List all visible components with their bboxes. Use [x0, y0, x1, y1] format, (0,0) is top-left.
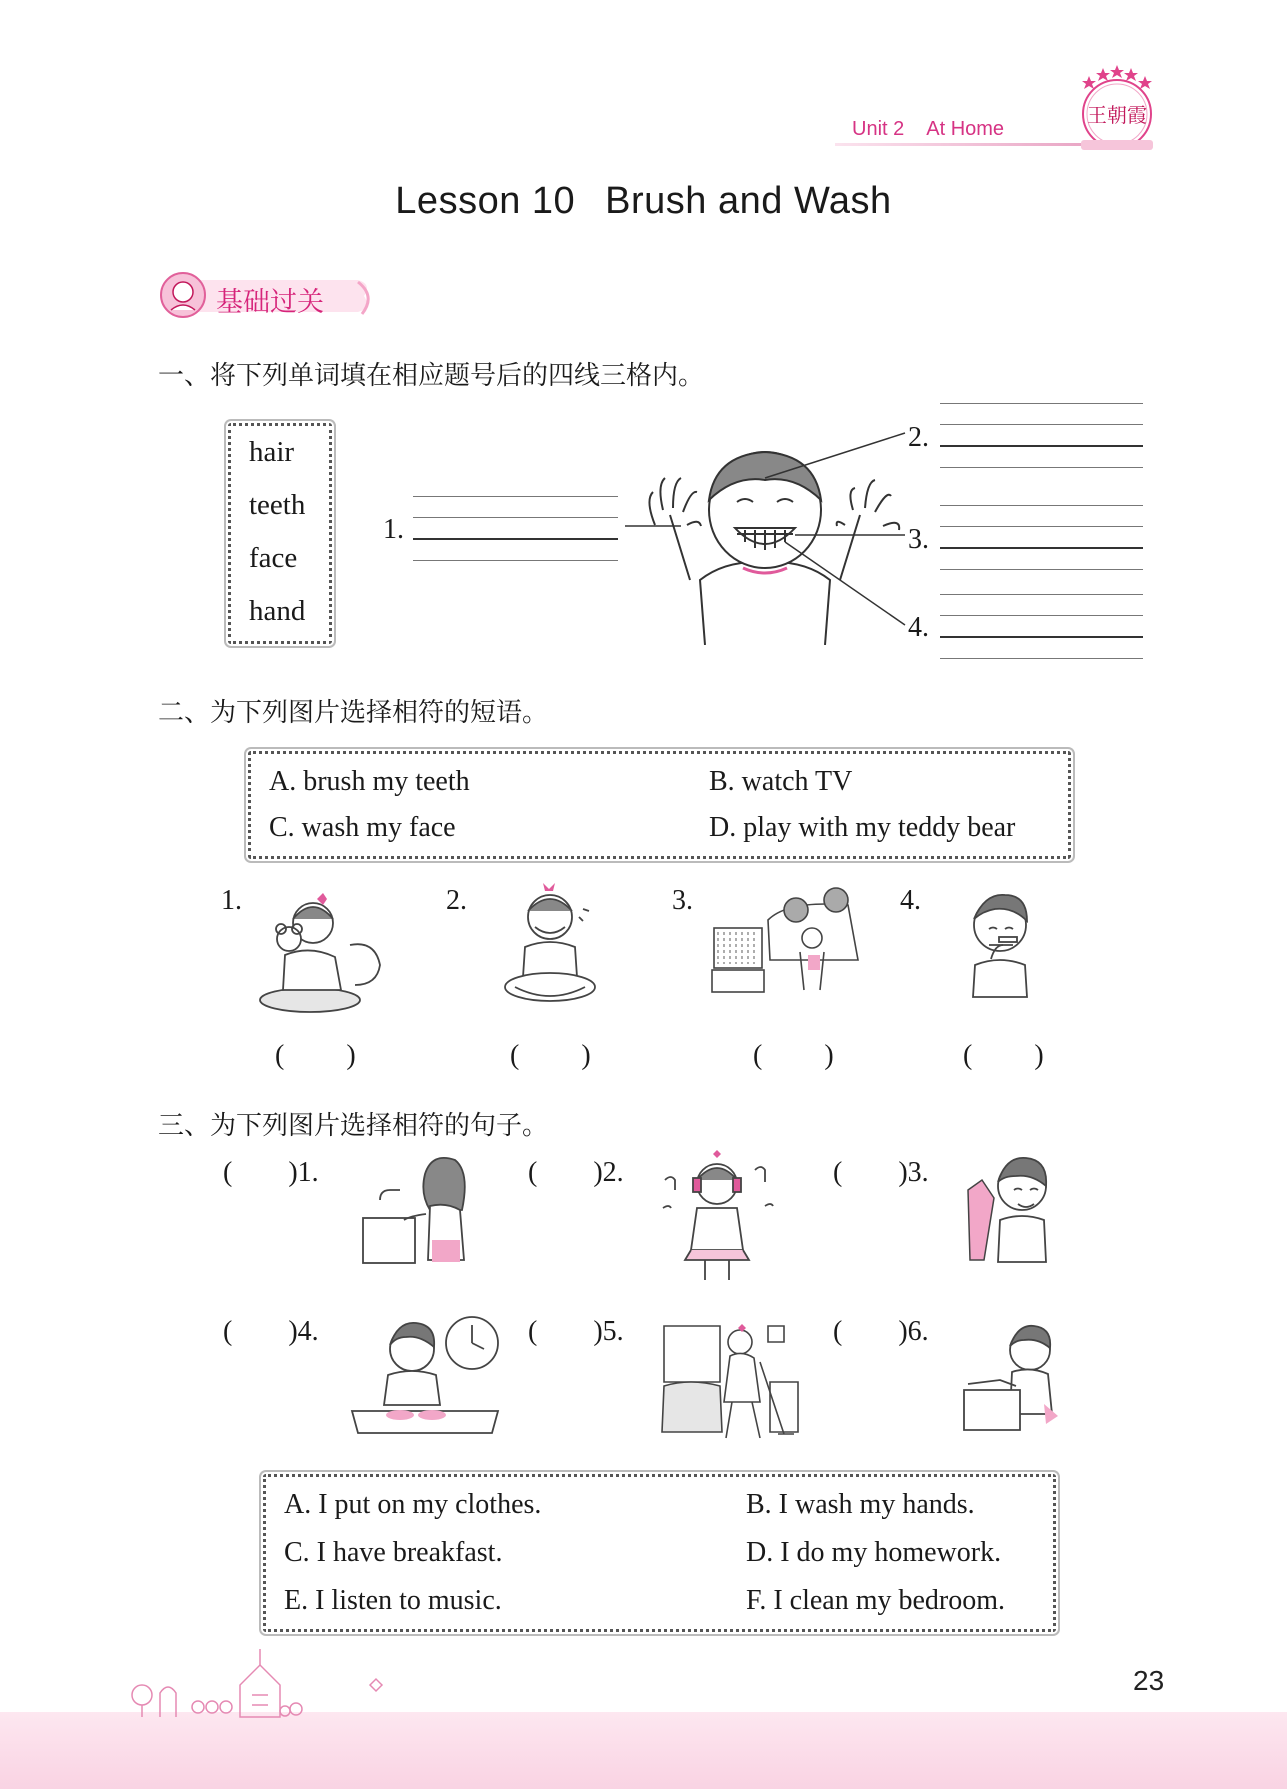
- q1-word-box: [228, 423, 332, 644]
- girl-teddy-bear-icon: [255, 885, 385, 1015]
- boy-eating-breakfast-icon: [348, 1315, 503, 1440]
- section-banner-label: 基础过关: [216, 287, 324, 318]
- q3-option-a: A. I put on my clothes.: [284, 1489, 542, 1520]
- word-hand: hand: [249, 595, 306, 627]
- boy-doing-homework-icon: [960, 1320, 1060, 1440]
- unit-topic: At Home: [926, 118, 1005, 140]
- boy-brushing-teeth-icon: [955, 885, 1045, 1005]
- girl-listening-music-icon: [655, 1150, 780, 1290]
- q3-label-4[interactable]: ( )4.: [223, 1316, 319, 1347]
- q1-label-3: 3.: [908, 524, 929, 555]
- q1-label-4: 4.: [908, 612, 929, 643]
- boy-smiling-illustration: [625, 430, 925, 645]
- writing-lines-2[interactable]: [940, 403, 1143, 488]
- q3-label-3[interactable]: ( )3.: [833, 1157, 929, 1188]
- q3-option-box: [263, 1474, 1056, 1632]
- q1-label-1: 1.: [383, 514, 404, 545]
- writing-lines-4[interactable]: [940, 594, 1143, 679]
- q2-option-d: D. play with my teddy bear: [709, 812, 1016, 843]
- q3-option-c: C. I have breakfast.: [284, 1537, 503, 1568]
- q1-label-2: 2.: [908, 422, 929, 453]
- girl-cleaning-bedroom-icon: [660, 1322, 800, 1442]
- q1-title: 一、将下列单词填在相应题号后的四线三格内。: [158, 361, 705, 391]
- word-face: face: [249, 542, 298, 574]
- lesson-number: Lesson 10: [395, 180, 576, 222]
- header-rule: [835, 143, 1085, 146]
- q3-option-f: F. I clean my bedroom.: [746, 1585, 1006, 1616]
- lesson-name: Brush and Wash: [605, 180, 892, 222]
- q2-option-b: B. watch TV: [709, 766, 853, 797]
- q3-option-b: B. I wash my hands.: [746, 1489, 975, 1520]
- footer-castle-decoration: [120, 1645, 420, 1720]
- q3-title: 三、为下列图片选择相符的句子。: [158, 1111, 549, 1141]
- unit-label: Unit 2: [852, 118, 905, 140]
- q2-num-3: 3.: [672, 885, 693, 916]
- boy-putting-on-clothes-icon: [960, 1150, 1060, 1270]
- q2-option-a: A. brush my teeth: [269, 766, 470, 797]
- q3-label-1[interactable]: ( )1.: [223, 1157, 319, 1188]
- girl-washing-face-icon: [495, 877, 605, 1012]
- unit-header: [852, 118, 1004, 141]
- brand-logo: [1073, 62, 1161, 152]
- q2-num-2: 2.: [446, 885, 467, 916]
- q3-option-e: E. I listen to music.: [284, 1585, 502, 1616]
- family-watching-tv-icon: [708, 880, 868, 1005]
- q2-option-box: [248, 751, 1071, 859]
- svg-text:王朝霞: 王朝霞: [1087, 103, 1147, 127]
- writing-lines-1[interactable]: [413, 496, 618, 581]
- q2-answer-1[interactable]: ( ): [275, 1040, 358, 1071]
- page-number: 23: [1133, 1665, 1165, 1696]
- q2-answer-4[interactable]: ( ): [963, 1040, 1046, 1071]
- q2-num-1: 1.: [221, 885, 242, 916]
- word-teeth: teeth: [249, 489, 306, 521]
- q3-label-6[interactable]: ( )6.: [833, 1316, 929, 1347]
- writing-lines-3[interactable]: [940, 505, 1143, 590]
- girl-washing-hands-icon: [360, 1150, 470, 1265]
- q3-label-2[interactable]: ( )2.: [528, 1157, 624, 1188]
- q3-option-d: D. I do my homework.: [746, 1537, 1002, 1568]
- q2-title: 二、为下列图片选择相符的短语。: [158, 698, 549, 728]
- q2-num-4: 4.: [900, 885, 921, 916]
- footer-band: [0, 1712, 1287, 1789]
- q2-option-c: C. wash my face: [269, 812, 456, 843]
- word-hair: hair: [249, 436, 295, 468]
- q3-label-5[interactable]: ( )5.: [528, 1316, 624, 1347]
- q2-answer-2[interactable]: ( ): [510, 1040, 593, 1071]
- lesson-title: [0, 180, 1287, 223]
- q2-answer-3[interactable]: ( ): [753, 1040, 836, 1071]
